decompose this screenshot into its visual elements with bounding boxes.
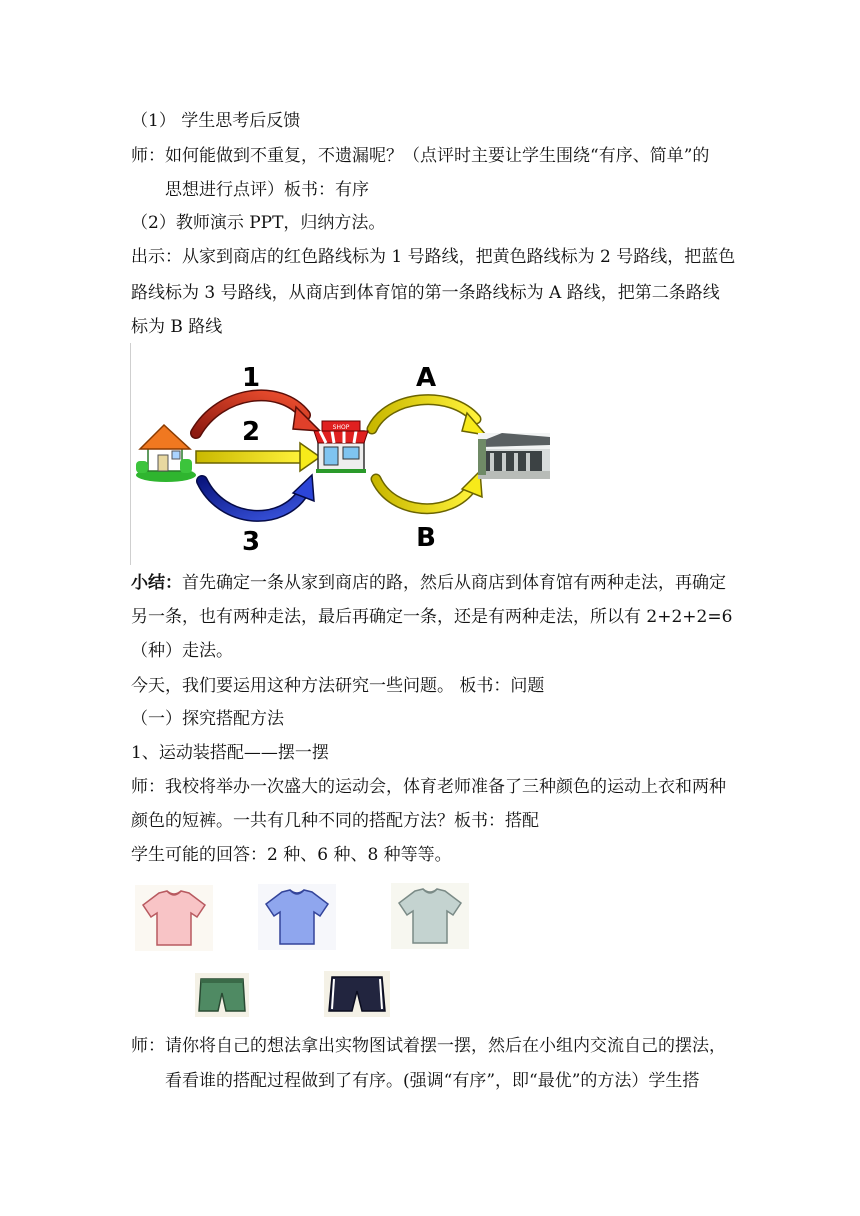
- route-label-b: B: [416, 523, 436, 553]
- route-label-2: 2: [241, 417, 261, 447]
- navy-shorts-icon: [324, 971, 390, 1017]
- gray-shirt-icon: [391, 882, 469, 950]
- route-label-3: 3: [241, 527, 261, 557]
- text-line: 看看谁的搭配过程做到了有序。(强调“有序”，即“最优”的方法）学生搭: [165, 1071, 700, 1091]
- text-line: 学生可能的回答：2 种、6 种、8 种等等。: [131, 845, 452, 865]
- text-line: 出示：从家到商店的红色路线标为 1 号路线，把黄色路线标为 2 号路线，把蓝色: [131, 247, 736, 267]
- route-label-a: A: [415, 363, 437, 393]
- blue-shirt-icon: [258, 884, 336, 950]
- house-icon: [136, 425, 196, 482]
- route-3-blue-arrow: [202, 475, 314, 516]
- route-diagram: [130, 343, 570, 565]
- text-line: 师：请你将自己的想法拿出实物图试着摆一摆，然后在小组内交流自己的摆法，: [131, 1036, 726, 1056]
- text-line: 标为 B 路线: [131, 317, 223, 337]
- text-line: 师：我校将举办一次盛大的运动会，体育老师准备了三种颜色的运动上衣和两种: [131, 777, 726, 797]
- pink-shirt-icon: [135, 885, 213, 951]
- text-line: 今天，我们要运用这种方法研究一些问题。 板书：问题: [131, 676, 545, 696]
- summary-text: 首先确定一条从家到商店的路，然后从商店到体育馆有两种走法，再确定: [182, 573, 726, 593]
- route-label-1: 1: [241, 363, 261, 393]
- text-line: （一）探究搭配方法: [131, 709, 284, 729]
- text-line: 另一条，也有两种走法，最后再确定一条，还是有两种走法，所以有 2+2+2=6: [131, 607, 733, 627]
- text-line: （2）教师演示 PPT，归纳方法。: [131, 213, 386, 233]
- text-line: （1） 学生思考后反馈: [131, 111, 301, 131]
- text-line: 路线标为 3 号路线，从商店到体育馆的第一条路线标为 A 路线，把第二条路线: [131, 283, 720, 303]
- summary-line: [131, 572, 726, 594]
- route-2-yellow-arrow: [196, 443, 320, 471]
- route-b-yellow-arrow: [376, 471, 482, 509]
- gym-building-icon: [478, 433, 550, 479]
- text-line: 1、运动装搭配——摆一摆: [131, 743, 329, 763]
- summary-label: 小结：: [131, 573, 182, 593]
- green-shorts-icon: [195, 973, 249, 1017]
- shop-sign: SHOP: [332, 424, 350, 431]
- text-line: 颜色的短裤。一共有几种不同的搭配方法？板书：搭配: [131, 811, 539, 831]
- shop-icon: [314, 421, 368, 473]
- text-line: 师：如何能做到不重复，不遗漏呢？（点评时主要让学生围绕“有序、简单”的: [131, 146, 710, 166]
- text-line: 思想进行点评）板书：有序: [165, 180, 369, 200]
- text-line: （种）走法。: [131, 641, 233, 661]
- route-a-yellow-arrow: [372, 400, 486, 435]
